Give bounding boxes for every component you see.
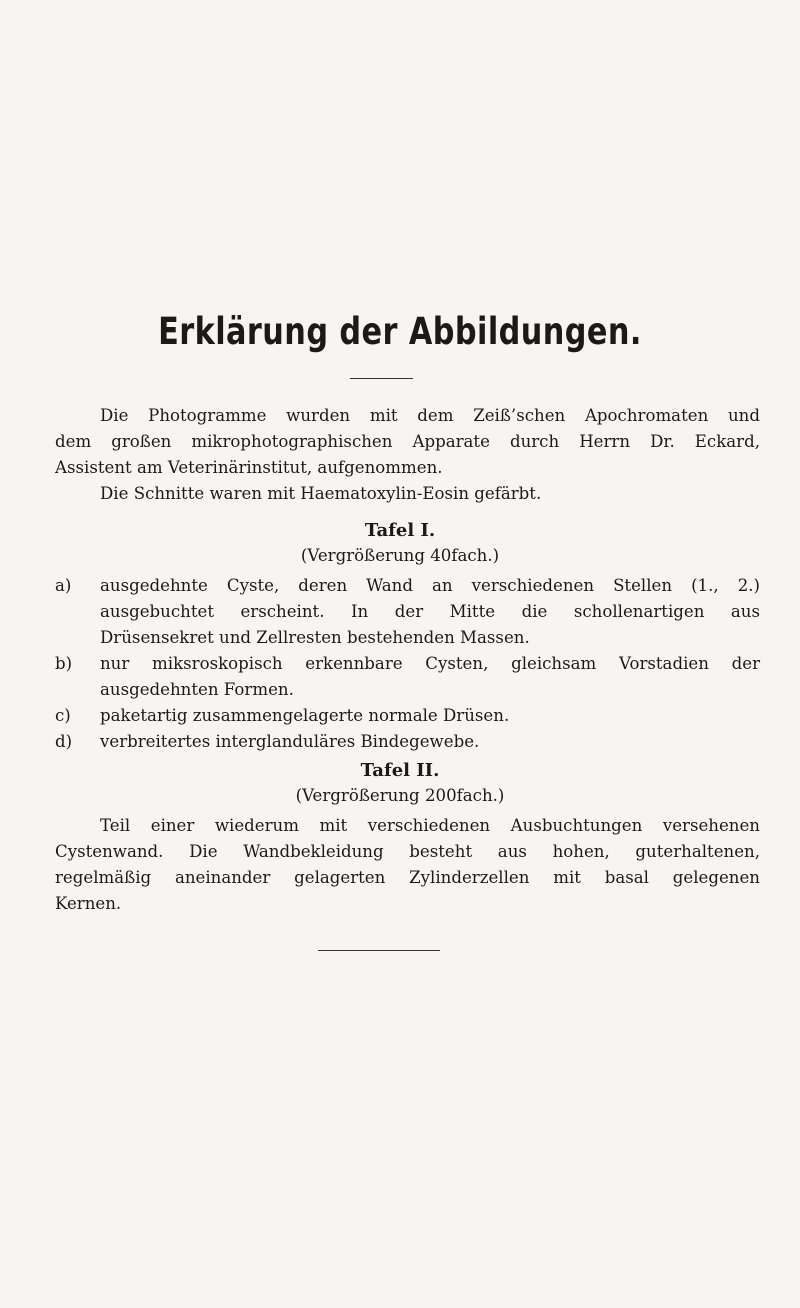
tafel-2-magnification: (Vergrößerung 200fach.) xyxy=(295,786,505,805)
legend-line: paketartig zusammengelagerte normale Drüsen. xyxy=(100,706,510,725)
tafel-2-line: Kernen. xyxy=(55,894,122,913)
tafel-1-heading: Tafel I. xyxy=(364,520,436,541)
legend-marker: b) xyxy=(55,654,73,673)
page-title: Erklärung der Abbildungen. xyxy=(158,310,642,353)
tafel-2-line: Cystenwand. Die Wandbekleidung besteht aus hohen, guterhaltenen, xyxy=(55,842,760,861)
legend-marker: d) xyxy=(55,732,73,751)
legend-item-a xyxy=(55,573,760,651)
legend-item-b xyxy=(55,651,760,703)
tafel-2-heading: Tafel II. xyxy=(360,760,440,781)
tafel-1-magnification: (Vergrößerung 40fach.) xyxy=(300,546,500,565)
title-divider xyxy=(350,378,413,379)
legend-item-d xyxy=(55,729,760,755)
intro-line: Die Schnitte waren mit Haematoxylin-Eosin gefärbt. xyxy=(100,484,542,503)
tafel-2-line: regelmäßig aneinander gelagerten Zylinderzellen mit basal gelegenen xyxy=(55,868,760,887)
legend-line: ausgebuchtet erscheint. In der Mitte die schollenartigen aus xyxy=(100,602,760,621)
legend-marker: a) xyxy=(55,576,72,595)
tafel-1-legend xyxy=(55,573,760,755)
intro-paragraph xyxy=(55,403,760,507)
legend-marker: c) xyxy=(55,706,71,725)
legend-line: verbreitertes interglanduläres Bindegewebe. xyxy=(100,732,480,751)
end-divider xyxy=(318,950,440,951)
tafel-2-line: Teil einer wiederum mit verschiedenen Ausbuchtungen versehenen xyxy=(100,816,760,835)
intro-line: dem großen mikrophotographischen Apparate durch Herrn Dr. Eckard, xyxy=(55,432,760,451)
legend-item-c xyxy=(55,703,760,729)
legend-line: Drüsensekret und Zellresten bestehenden Massen. xyxy=(100,628,530,647)
legend-line: ausgedehnte Cyste, deren Wand an verschiedenen Stellen (1., 2.) xyxy=(100,576,760,595)
legend-line: nur miksroskopisch erkennbare Cysten, gleichsam Vorstadien der xyxy=(100,654,760,673)
legend-line: ausgedehnten Formen. xyxy=(100,680,294,699)
tafel-2-paragraph xyxy=(55,813,760,917)
intro-line: Die Photogramme wurden mit dem Zeiß’schen Apochromaten und xyxy=(100,406,760,425)
intro-line: Assistent am Veterinärinstitut, aufgenommen. xyxy=(55,458,443,477)
